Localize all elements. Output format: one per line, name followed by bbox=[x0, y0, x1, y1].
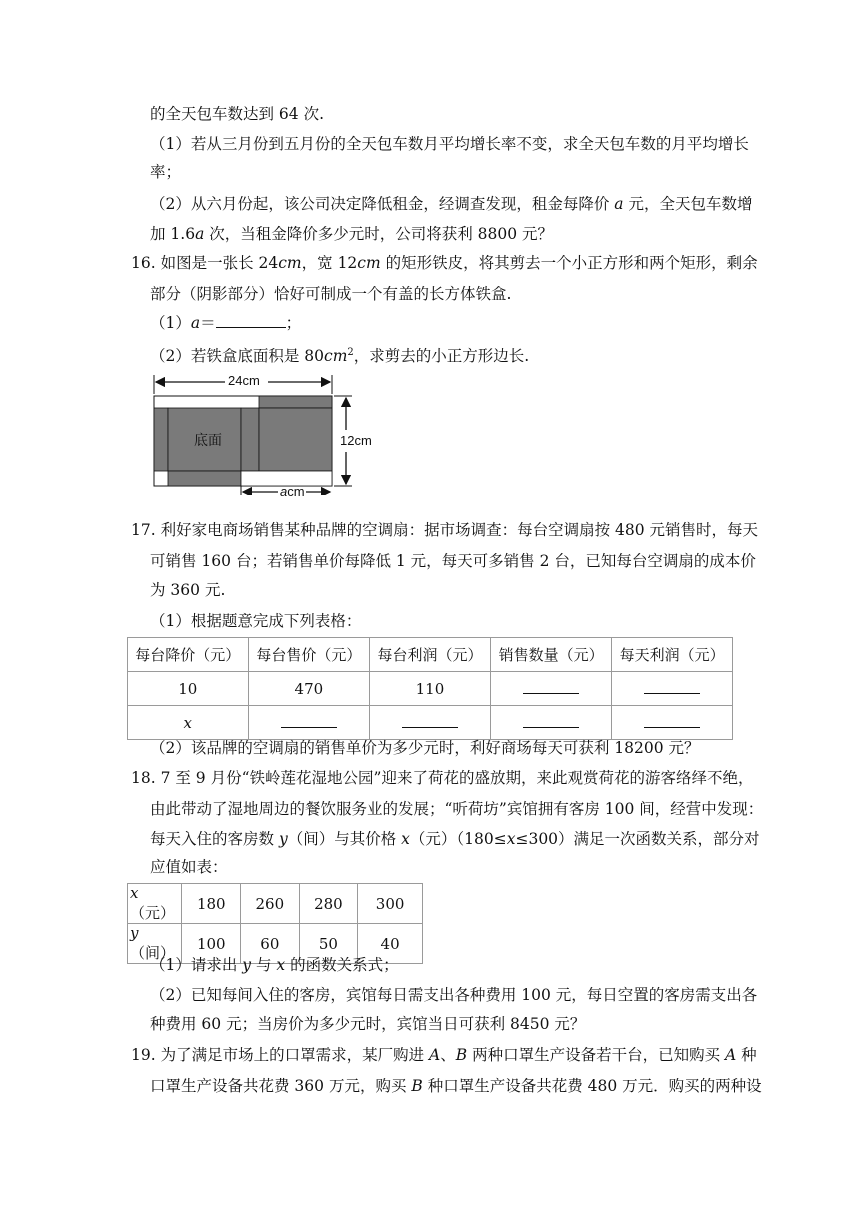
text-seg: 如图是一张长 24 bbox=[160, 254, 279, 272]
q19-stem-line1 bbox=[131, 1045, 757, 1065]
cell: 300 bbox=[358, 884, 423, 924]
header-cell: 每天利润（元） bbox=[612, 638, 733, 672]
text-seg: 种口罩生产设备共花费 480 万元．购买的两种设 bbox=[422, 1077, 762, 1095]
text-seg: 每天入住的客房数 bbox=[150, 830, 279, 848]
text-seg: ≤300）满足一次函数关系，部分对 bbox=[515, 830, 760, 848]
text-seg: 的函数关系式； bbox=[285, 956, 399, 974]
answer-blank[interactable] bbox=[216, 313, 286, 328]
cell bbox=[612, 706, 733, 740]
text-seg: （2）从六月份起，该公司决定降低租金，经调查发现，租金每降价 bbox=[150, 195, 615, 213]
q16-part2 bbox=[150, 343, 529, 366]
cell: 280 bbox=[299, 884, 358, 924]
row-header-x bbox=[128, 884, 182, 924]
q15-line0: 的全天包车数达到 64 次. bbox=[150, 105, 325, 123]
q16-part1 bbox=[150, 313, 301, 333]
var-a: a bbox=[190, 314, 201, 332]
text-seg: 元，全天包车数增 bbox=[623, 195, 753, 213]
header-cell: 每台利润（元） bbox=[370, 638, 491, 672]
cell: 50 bbox=[299, 924, 358, 964]
unit: （元） bbox=[130, 904, 176, 922]
var-A: A bbox=[429, 1046, 441, 1064]
q18-part2-line2: 种费用 60 元；当房价为多少元时，宾馆当日可获利 8450 元？ bbox=[150, 1015, 586, 1033]
q18-table bbox=[127, 883, 423, 964]
var-x: x bbox=[401, 830, 410, 848]
q18-part2-line1: （2）已知每间入住的客房，宾馆每日需支出各种费用 100 元，每日空置的客房需支出各 bbox=[150, 986, 758, 1004]
q18-stem-line2: 由此带动了湿地周边的餐饮服务业的发展；“听荷坊”宾馆拥有客房 100 间，经营中发现： bbox=[150, 800, 764, 818]
text-seg: ； bbox=[285, 314, 302, 332]
q15-part2-line2 bbox=[150, 224, 553, 244]
superscript: 2 bbox=[347, 347, 354, 358]
var-a: a bbox=[614, 195, 624, 213]
text-seg: （1）请求出 bbox=[150, 956, 243, 974]
cell bbox=[490, 672, 612, 706]
var-B: B bbox=[411, 1077, 423, 1095]
table-header-row bbox=[128, 638, 733, 672]
answer-blank[interactable] bbox=[281, 713, 337, 728]
text-seg: 7 至 9 月份“铁岭莲花湿地公园”迎来了荷花的盛放期，来此观赏荷花的游客络绎不绝， bbox=[160, 769, 754, 787]
unit: （间） bbox=[130, 944, 176, 962]
var-x: x bbox=[506, 830, 516, 848]
answer-blank[interactable] bbox=[644, 679, 700, 694]
table-row-x bbox=[128, 884, 423, 924]
text-seg: （1） bbox=[150, 314, 191, 332]
table-row bbox=[128, 672, 733, 706]
text-seg: ＝ bbox=[200, 314, 216, 332]
unit-cm: cm bbox=[278, 254, 302, 272]
text-seg: 、 bbox=[440, 1046, 456, 1064]
var-B: B bbox=[455, 1046, 468, 1064]
cell: 60 bbox=[241, 924, 300, 964]
cell: 40 bbox=[358, 924, 423, 964]
q16-stem-line1 bbox=[131, 253, 758, 273]
answer-blank[interactable] bbox=[523, 713, 579, 728]
q18-stem-line1 bbox=[131, 768, 753, 788]
unit: cm bbox=[287, 484, 305, 499]
question-number: 18. bbox=[131, 769, 156, 787]
unit-cm: cm bbox=[357, 254, 381, 272]
q18-part1 bbox=[150, 955, 399, 975]
text-seg: 利好家电商场销售某种品牌的空调扇：据市场调查：每台空调扇按 480 元销售时，每天 bbox=[160, 521, 759, 539]
q17-stem-line1 bbox=[131, 520, 758, 540]
q15-part1-line2: 率； bbox=[150, 163, 182, 181]
text-seg: （间）与其价格 bbox=[287, 830, 402, 848]
top-dimension-label: 24cm bbox=[228, 373, 260, 388]
q16-stem-line2: 部分（阴影部分）恰好可制成一个有盖的长方体铁盒. bbox=[150, 285, 512, 303]
q17-part1: （1）根据题意完成下列表格： bbox=[150, 612, 362, 630]
text-seg: （2）若铁盒底面积是 80 bbox=[150, 347, 325, 366]
text-seg: （元）（180≤ bbox=[409, 830, 507, 848]
question-number: 17. bbox=[131, 521, 156, 539]
cell bbox=[370, 706, 491, 740]
bottom-dimension-label bbox=[280, 484, 305, 499]
unit-cm: cm bbox=[324, 347, 348, 366]
cell bbox=[248, 706, 370, 740]
var-y: y bbox=[242, 956, 252, 974]
cell bbox=[612, 672, 733, 706]
var-x: x bbox=[276, 956, 286, 974]
cell: 260 bbox=[241, 884, 300, 924]
q15-part2-line1 bbox=[150, 194, 752, 214]
text-seg: 为了满足市场上的口罩需求，某厂购进 bbox=[160, 1046, 430, 1064]
var-x: x bbox=[183, 713, 192, 732]
text-seg: 的矩形铁皮，将其剪去一个小正方形和两个矩形，剩余 bbox=[380, 254, 758, 272]
cell: 10 bbox=[128, 672, 249, 706]
question-number: 16. bbox=[131, 254, 156, 272]
cell: 110 bbox=[370, 672, 491, 706]
var-y: y bbox=[130, 924, 139, 942]
var-a: a bbox=[280, 484, 288, 499]
header-cell: 每台降价（元） bbox=[128, 638, 249, 672]
cell: 100 bbox=[182, 924, 241, 964]
table-row bbox=[128, 706, 733, 740]
header-cell: 销售数量（元） bbox=[490, 638, 612, 672]
q19-stem-line2 bbox=[150, 1076, 762, 1096]
cell: 470 bbox=[248, 672, 370, 706]
base-label: 底面 bbox=[194, 433, 222, 449]
cell: 180 bbox=[182, 884, 241, 924]
text-seg: 加 1.6 bbox=[150, 225, 196, 243]
var-a: a bbox=[195, 225, 205, 243]
question-number: 19. bbox=[131, 1046, 156, 1064]
q17-table bbox=[127, 637, 733, 740]
right-dimension-label: 12cm bbox=[340, 433, 372, 448]
q17-part2: （2）该品牌的空调扇的销售单价为多少元时，利好商场每天可获利 18200 元？ bbox=[150, 739, 700, 757]
text-seg: ，宽 12 bbox=[301, 254, 358, 272]
cell bbox=[128, 706, 249, 740]
answer-blank[interactable] bbox=[644, 713, 700, 728]
text-seg: 口罩生产设备共花费 360 万元，购买 bbox=[150, 1077, 412, 1095]
text-seg: 与 bbox=[251, 956, 277, 974]
var-x: x bbox=[130, 884, 139, 902]
var-A: A bbox=[725, 1046, 737, 1064]
answer-blank[interactable] bbox=[523, 679, 579, 694]
header-cell: 每台售价（元） bbox=[248, 638, 370, 672]
q18-stem-line4: 应值如表： bbox=[150, 858, 228, 876]
text-seg: 次，当租金降价多少元时，公司将获利 8800 元？ bbox=[204, 225, 554, 243]
text-seg: ，求剪去的小正方形边长. bbox=[353, 347, 530, 366]
text-seg: 种 bbox=[736, 1046, 757, 1064]
q18-stem-line3 bbox=[150, 829, 760, 849]
var-y: y bbox=[278, 830, 288, 848]
q15-part1-line1: （1）若从三月份到五月份的全天包车数月平均增长率不变，求全天包车数的月平均增长 bbox=[150, 135, 749, 153]
iron-sheet-figure bbox=[150, 370, 390, 499]
text-seg: 两种口罩生产设备若干台，已知购买 bbox=[467, 1046, 725, 1064]
q17-stem-line3: 为 360 元. bbox=[150, 581, 226, 599]
cell bbox=[490, 706, 612, 740]
q17-stem-line2: 可销售 160 台；若销售单价每降低 1 元，每天可多销售 2 台，已知每台空调扇的成本价 bbox=[150, 552, 756, 570]
answer-blank[interactable] bbox=[402, 713, 458, 728]
